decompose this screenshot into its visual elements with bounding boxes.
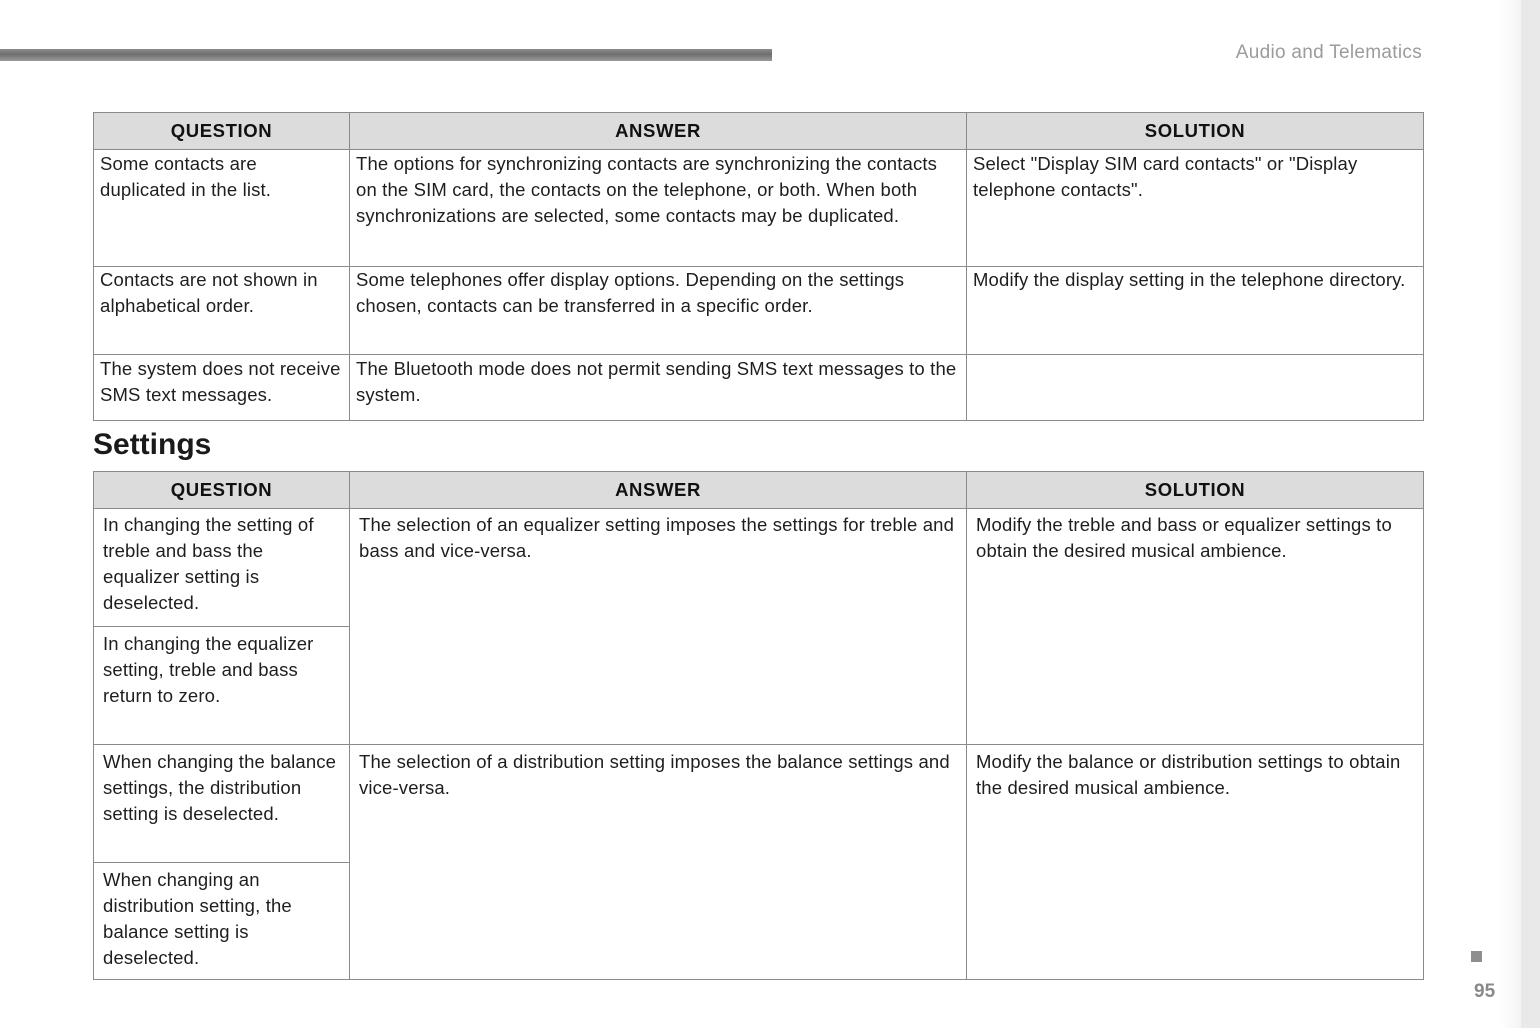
table-header-row <box>94 472 1424 509</box>
page-edge-strip <box>1521 0 1540 1028</box>
table-row <box>94 267 1424 355</box>
settings-heading: Settings <box>93 428 212 461</box>
solution-cell: Select "Display SIM card contacts" or "Display telephone contacts". <box>967 150 1424 267</box>
column-header-question: QUESTION <box>94 472 350 509</box>
question-cell: The system does not receive SMS text messages. <box>94 355 350 421</box>
solution-cell: Modify the display setting in the telephone directory. <box>967 267 1424 355</box>
answer-cell: The selection of a distribution setting imposes the balance settings and vice-versa. <box>350 745 967 980</box>
table-row <box>94 509 1424 627</box>
column-header-solution: SOLUTION <box>967 472 1424 509</box>
question-cell: Contacts are not shown in alphabetical order. <box>94 267 350 355</box>
page-edge-shadow <box>1500 0 1521 1028</box>
column-header-answer: ANSWER <box>350 113 967 150</box>
answer-cell: The Bluetooth mode does not permit sending SMS text messages to the system. <box>350 355 967 421</box>
settings-faq-table <box>93 471 1424 980</box>
column-header-question: QUESTION <box>94 113 350 150</box>
page-number: 95 <box>1474 981 1496 1002</box>
table-header-row <box>94 113 1424 150</box>
column-header-solution: SOLUTION <box>967 113 1424 150</box>
solution-cell: Modify the balance or distribution settings to obtain the desired musical ambience. <box>967 745 1424 980</box>
table-row <box>94 355 1424 421</box>
answer-cell: The selection of an equalizer setting imposes the settings for treble and bass and vice-versa. <box>350 509 967 745</box>
question-cell: Some contacts are duplicated in the list. <box>94 150 350 267</box>
question-cell: When changing the balance settings, the distribution setting is deselected. <box>94 745 350 863</box>
table-row <box>94 150 1424 267</box>
answer-cell: The options for synchronizing contacts are synchronizing the contacts on the SIM card, the contacts on the telephone, or both. When both synchronizations are selected, some contacts may be duplicated. <box>350 150 967 267</box>
solution-cell: Modify the treble and bass or equalizer settings to obtain the desired musical ambience. <box>967 509 1424 745</box>
question-cell: When changing an distribution setting, the balance setting is deselected. <box>94 863 350 980</box>
question-cell: In changing the equalizer setting, treble and bass return to zero. <box>94 627 350 745</box>
table-row <box>94 745 1424 863</box>
answer-cell: Some telephones offer display options. Depending on the settings chosen, contacts can be transferred in a specific order. <box>350 267 967 355</box>
contacts-faq-table <box>93 112 1424 421</box>
page-marker-square <box>1471 951 1482 962</box>
column-header-answer: ANSWER <box>350 472 967 509</box>
chapter-title: Audio and Telematics <box>1235 42 1422 63</box>
header-rule <box>0 49 772 61</box>
question-cell: In changing the setting of treble and bass the equalizer setting is deselected. <box>94 509 350 627</box>
solution-cell <box>967 355 1424 421</box>
